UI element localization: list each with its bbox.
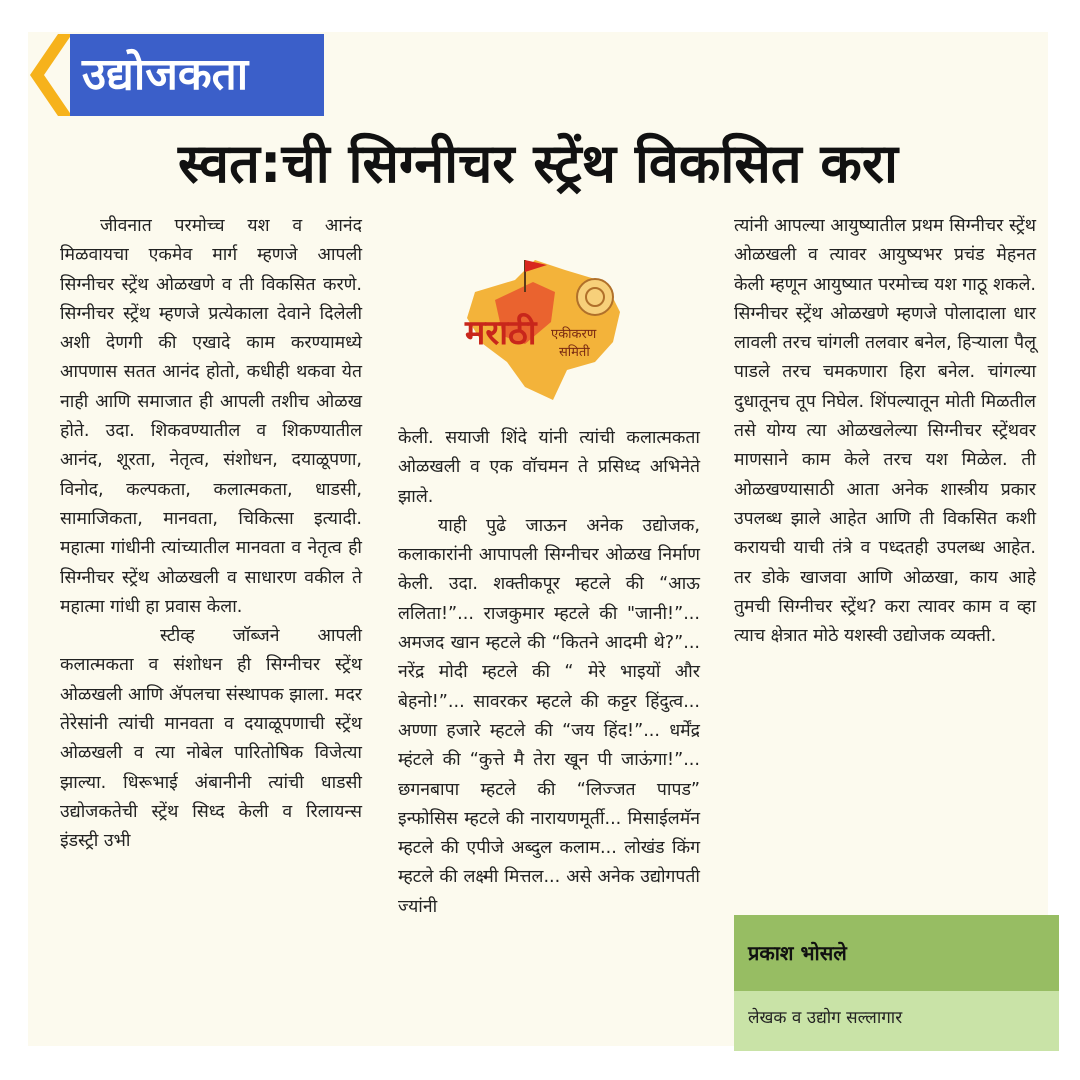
author-name: प्रकाश भोसले [734, 915, 1059, 991]
headline: स्वत:ची सिग्नीचर स्ट्रेंथ विकसित करा [178, 132, 898, 195]
logo-subtitle-2: समिती [559, 345, 590, 360]
article-column-3 [734, 212, 1036, 651]
paragraph: जीवनात परमोच्च यश व आनंद मिळवायचा एकमेव मार्ग म्हणजे आपली सिग्नीचर स्ट्रेंथ ओळखणे व ती विकसित करणे. सिग्नीचर स्ट्रेंथ म्हणजे प्रत्येकाला देवाने दिलेली अशी देणगी की एखादे काम करण्यामध्ये आपणास सतत आनंद होतो, कधीही थकवा येत नाही आणि समाजात ही आपली तशीच ओळख होते. उदा. शिकवण्यातील व शिकण्यातील आनंद, शूरता, नेतृत्व, संशोधन, दयाळूपणा, विनोद, कल्पकता, कलात्मकता, धाडसी, सामाजिकता, मानवता, चिकित्सा इत्यादी. महात्मा गांधीनी त्यांच्यातील मानवता व नेतृत्व ही सिग्नीचर स्ट्रेंथ ओळखली व साधारण वकील ते महात्मा गांधी हा प्रवास केला. [60, 216, 362, 617]
logo-word: मराठी [465, 313, 537, 353]
paragraph: याही पुढे जाऊन अनेक उद्योजक, कलाकारांनी आपापली सिग्नीचर ओळख निर्माण केली. उदा. शक्तीकपूर म्हटले की “आऊ ललिता!”... राजकुमार म्हटले की "जानी!”... अमजद खान म्हटले की “कितने आदमी थे?”... नरेंद्र मोदी म्हटले की “ मेरे भाइयों और बेहनो!”... सावरकर म्हटले की कट्टर हिंदुत्व... अण्णा हजारे म्हटले की “जय हिंद!”... धर्मेंद्र म्हंटले की “कुत्ते मै तेरा खून पी जाऊंगा!”... छगनबापा म्हटले की “लिज्जत पापड” इन्फोसिस म्हटले की नारायणमूर्ती... मिसाईलमॅन म्हटले की एपीजे अब्दुल कलाम... लोखंड किंग म्हटले की लक्ष्मी मित्तल... असे अनेक उद्योगपती ज्यांनी [398, 515, 700, 917]
logo-subtitle-1: एकीकरण [551, 327, 597, 342]
paragraph: स्टीव्ह जॉब्जने आपली कलात्मकता व संशोधन ही सिग्नीचर स्ट्रेंथ ओळखली आणि ॲपलचा संस्थापक झाला. मदर तेरेसांनी त्यांची मानवता व दयाळूपणाची स्ट्रेंथ ओळखली व त्या नोबेल पारितोषिक विजेत्या झाल्या. धिरूभाई अंबानीनी त्यांची धाडसी उद्योजकतेची स्ट्रेंथ सिध्द केली व रिलायन्स इंडस्ट्री उभी [60, 626, 362, 852]
paragraph: त्यांनी आपल्या आयुष्यातील प्रथम सिग्नीचर स्ट्रेंथ ओळखली व त्यावर आयुष्यभर प्रचंड मेहनत केली म्हणून आयुष्यात परमोच्च यश गाठू शकले. सिग्नीचर स्ट्रेंथ ओळखणे म्हणजे पोलादाला धार लावली तरच चांगली तलवार बनेल, हिऱ्याला पैलू पाडले तरच चमकणारा हिरा बनेल. चांगल्या दुधातूनच तूप निघेल. शिंपल्यातून मोती मिळतील तसे योग्य त्या ओळखलेल्या सिग्नीचर स्ट्रेंथवर माणसाने काम केले तरच यश मिळेल. ती ओळखण्यासाठी आता अनेक शास्त्रीय प्रकार उपलब्ध झाले आहेत आणि ती विकसित कशी करायची याची तंत्रे व पध्दतही उपलब्ध आहेत. तर डोके खाजवा आणि ओळखा, काय आहे तुमची सिग्नीचर स्ट्रेंथ? करा त्यावर काम व व्हा त्याच क्षेत्रात मोठे यशस्वी उद्योजक व्यक्ती. [734, 216, 1036, 647]
author-role: लेखक व उद्योग सल्लागार [734, 991, 1059, 1051]
chevron-left-icon [28, 34, 72, 116]
article-column-2 [398, 424, 700, 922]
article-column-1 [60, 212, 362, 857]
author-box [734, 915, 1059, 1051]
paragraph: केली. सयाजी शिंदे यांनी त्यांची कलात्मकता ओळखली व एक वॉचमन ते प्रसिध्द अभिनेते झाले. [398, 428, 700, 507]
section-tag: उद्योजकता [70, 34, 324, 116]
marathi-ekikaran-samiti-logo [455, 252, 625, 402]
